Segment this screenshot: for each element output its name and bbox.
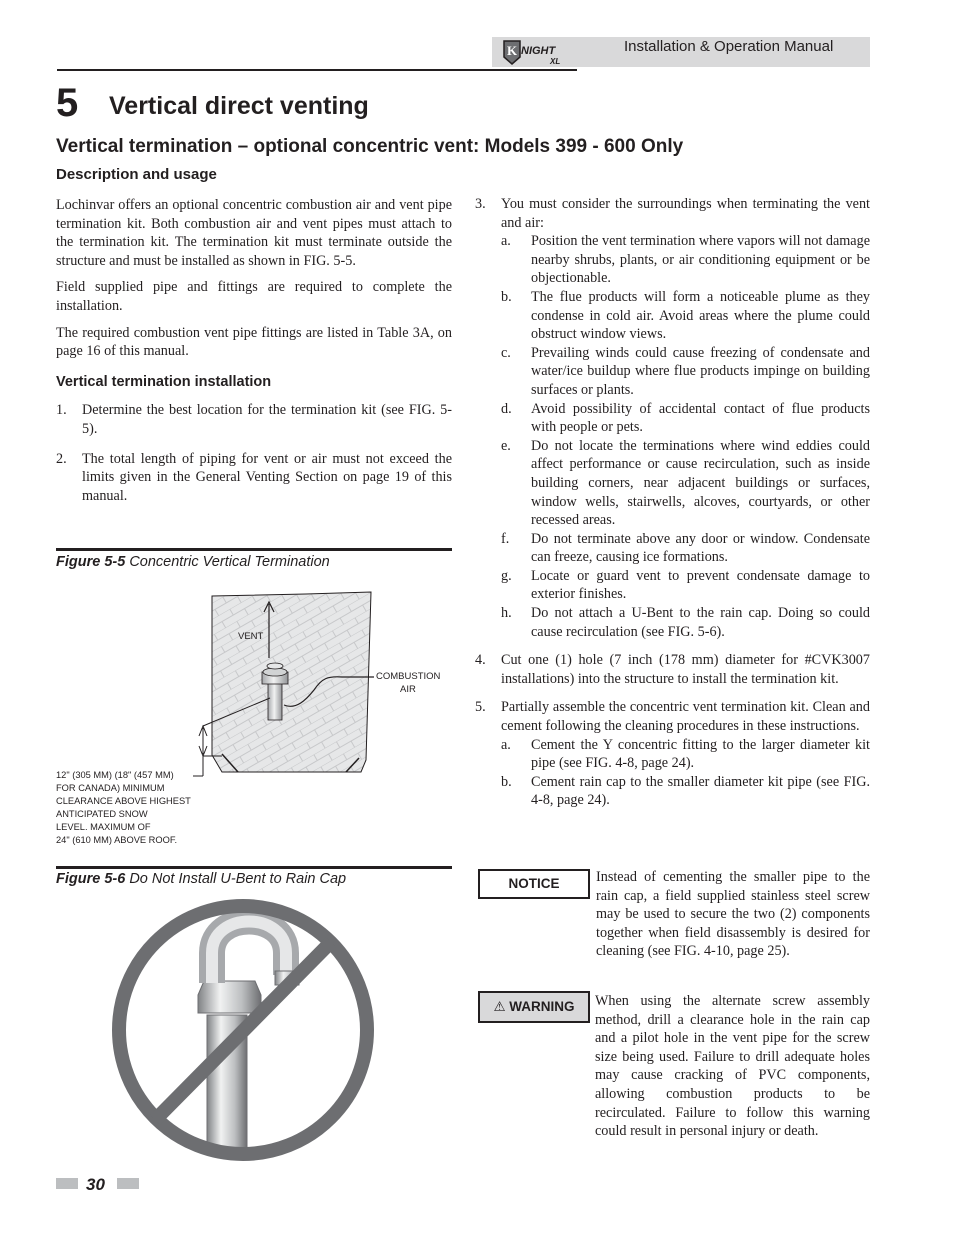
- right-column: [475, 195, 870, 810]
- sub-item: a. Cement the Y concentric fitting to the larger diameter kit pipe (see FIG. 4-8, page 24).: [501, 736, 870, 772]
- list-item: [56, 401, 452, 438]
- sub-item: b. The flue products will form a noticeable plume as they condense in cold air. Avoid areas where the plume could obstruct window views.: [501, 288, 870, 343]
- figure-caption-text: Concentric Vertical Termination: [129, 554, 330, 570]
- warning-badge: ⚠ WARNING: [478, 991, 590, 1023]
- sub-item: a. Position the vent termination where vapors will not damage nearby shrubs, plants, or air conditioning equipment or be objectionable.: [501, 233, 870, 287]
- item-text: Determine the best location for the termination kit (see FIG. 5-5).: [82, 402, 452, 437]
- sub-item: g. Locate or guard vent to prevent condensate damage to exterior finishes.: [501, 567, 870, 603]
- clearance-text-line: ANTICIPATED SNOW: [56, 809, 148, 819]
- header-rule: [57, 69, 577, 71]
- list-item: [475, 195, 870, 232]
- figure-label: Figure 5-5: [56, 554, 126, 570]
- list-item: [475, 698, 870, 735]
- figure-caption: [56, 871, 346, 887]
- notice-badge: NOTICE: [478, 869, 590, 899]
- subsection-title: Vertical termination – optional concentric vent: Models 399 - 600 Only: [56, 136, 684, 157]
- list-item: [56, 450, 452, 506]
- paragraph: Field supplied pipe and fittings are required to complete the installation.: [56, 279, 452, 314]
- clearance-text-line: 24" (610 MM) ABOVE ROOF.: [56, 835, 178, 845]
- section-number: 5: [56, 81, 79, 125]
- description-heading: Description and usage: [56, 166, 217, 183]
- paragraph: Lochinvar offers an optional concentric combustion air and vent pipe termination kit. Both combustion air and vent pipes must attach to the termination kit. The termination kit must terminate outside the structure and must be installed as shown in FIG. 5-5.: [56, 197, 452, 269]
- combustion-label: COMBUSTION: [376, 671, 441, 682]
- no-u-bent-diagram: [100, 895, 385, 1165]
- item-number: 4.: [475, 652, 486, 669]
- svg-text:K: K: [507, 43, 518, 58]
- sub-item: c. Prevailing winds could cause freezing of condensate and water/ice buildup where flue products impinge on building surfaces or plants.: [501, 344, 870, 398]
- clearance-text-line: LEVEL. MAXIMUM OF: [56, 822, 151, 832]
- item-number: 2.: [56, 450, 67, 467]
- item-text: The total length of piping for vent or air must not exceed the limits given in the General Venting Section on page 19 of this manual.: [82, 450, 452, 504]
- sub-item: h. Do not attach a U-Bent to the rain cap. Doing so could cause recirculation (see FIG. 5-6).: [501, 605, 870, 640]
- page-number: 30: [86, 1175, 105, 1194]
- sub-item: d. Avoid possibility of accidental contact of flue products with people or pets.: [501, 400, 870, 436]
- clearance-text-line: CLEARANCE ABOVE HIGHEST: [56, 796, 191, 806]
- figure-label: Figure 5-6: [56, 871, 126, 887]
- clearance-text-line: 12" (305 MM) (18" (457 MM): [56, 770, 174, 780]
- manual-title: Installation & Operation Manual: [624, 38, 834, 55]
- list-item: [475, 651, 870, 688]
- item-number: 5.: [475, 699, 486, 716]
- concentric-vertical-termination-diagram: [56, 580, 452, 852]
- figure-caption-text: Do Not Install U-Bent to Rain Cap: [129, 871, 347, 887]
- sub-item: f. Do not terminate above any door or window. Condensate can freeze, causing ice formations.: [501, 530, 870, 566]
- warning-text: When using the alternate screw assembly method, drill a clearance hole in the rain cap and a pilot hole in the vent pipe for the screw size being used. Failure to drill adequate holes may cause cracking of PVC components, allowing combustion products to be recirculated. Failure to follow this warning could result in personal injury or death.: [595, 993, 870, 1140]
- knight-xl-logo: [498, 37, 580, 67]
- item-number: 1.: [56, 402, 67, 419]
- item-text: Cut one (1) hole (7 inch (178 mm) diameter for #CVK3007 installations) into the structure to install the termination kit.: [501, 652, 870, 687]
- item-text: Partially assemble the concentric vent termination kit. Clean and cement following the cleaning procedures in these instructions.: [501, 699, 870, 735]
- svg-text:NIGHT: NIGHT: [521, 45, 556, 57]
- left-column: [56, 196, 452, 505]
- notice-text: Instead of cementing the smaller pipe to the rain cap, a field supplied stainless steel screw may be used to secure the two (2) components together when field disassembly is desired for cleaning (see FIG. 4-10, page 25).: [596, 869, 870, 960]
- clearance-text-line: FOR CANADA) MINIMUM: [56, 783, 165, 793]
- air-label: AIR: [400, 684, 416, 695]
- item-number: 3.: [475, 196, 486, 212]
- figure-caption: [56, 554, 330, 570]
- page-number-bar: [117, 1178, 139, 1189]
- svg-text:XL: XL: [550, 57, 561, 66]
- vent-label: VENT: [238, 631, 264, 642]
- paragraph: The required combustion vent pipe fittings are listed in Table 3A, on page 16 of this manual.: [56, 324, 452, 360]
- install-heading: Vertical termination installation: [56, 373, 272, 390]
- page-number-bar: [56, 1178, 78, 1189]
- item-text: You must consider the surroundings when terminating the vent and air:: [501, 196, 870, 231]
- figure-rule: [56, 866, 452, 869]
- sub-item: e. Do not locate the terminations where wind eddies could affect performance or cause recirculation, such as inside building corners, near adjacent buildings or surfaces, window wells, stairwells, alcoves, courtyards, or other recessed areas.: [501, 437, 870, 529]
- sub-item: b. Cement rain cap to the smaller diameter kit pipe (see FIG. 4-8, page 24).: [501, 773, 870, 809]
- figure-rule: [56, 548, 452, 551]
- section-title: Vertical direct venting: [109, 92, 369, 120]
